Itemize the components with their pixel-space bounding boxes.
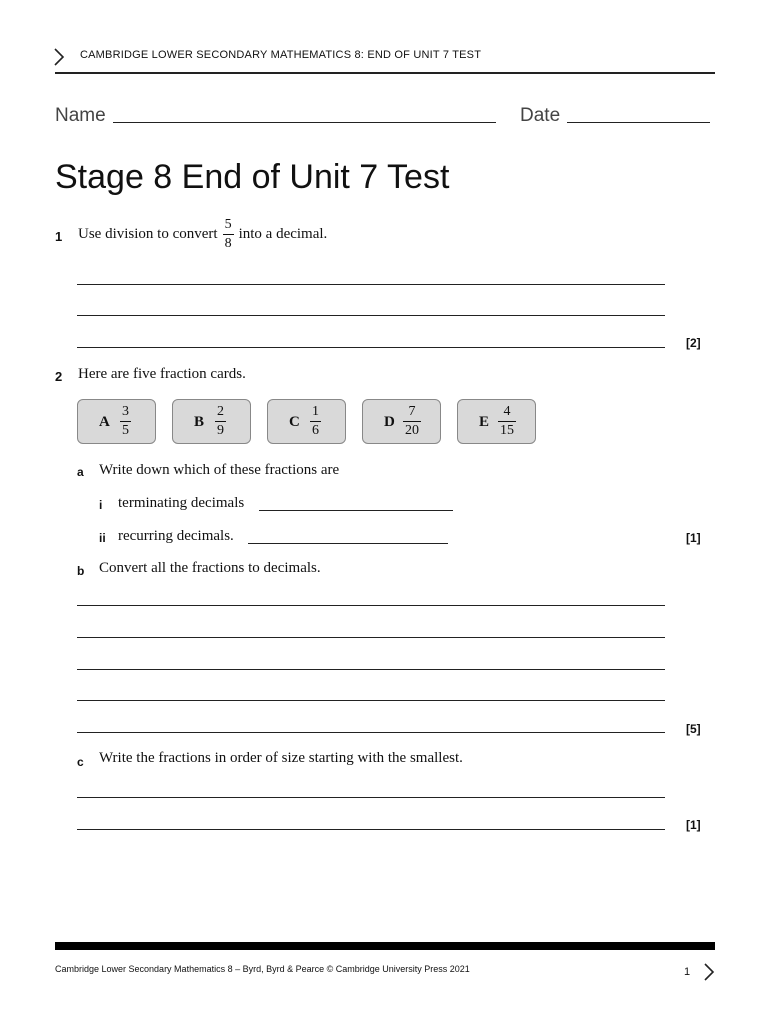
question-1-text (78, 218, 327, 251)
running-header: CAMBRIDGE LOWER SECONDARY MATHEMATICS 8: END OF UNIT 7 TEST (80, 49, 482, 61)
answer-line[interactable] (77, 637, 665, 638)
answer-line[interactable] (77, 284, 665, 285)
part-label: b (77, 564, 85, 578)
answer-line[interactable] (77, 669, 665, 670)
answer-line[interactable] (77, 829, 665, 830)
header-rule (55, 72, 715, 74)
part-c-text: Write the fractions in order of size starting with the smallest. (99, 750, 463, 766)
sub-part-label: ii (99, 531, 106, 545)
sub-part-text: recurring decimals. (118, 528, 234, 544)
chevron-right-icon (702, 962, 716, 982)
fraction-card-e (457, 399, 536, 444)
marks-label: [2] (686, 336, 701, 350)
answer-line[interactable] (77, 700, 665, 701)
footer-bar (55, 942, 715, 950)
page-title: Stage 8 End of Unit 7 Test (55, 158, 450, 196)
card-letter: E (479, 414, 490, 430)
marks-label: [1] (686, 818, 701, 832)
part-a-text: Write down which of these fractions are (99, 462, 340, 478)
denominator: 20 (405, 423, 419, 438)
date-field[interactable] (567, 122, 710, 123)
page-number: 1 (684, 966, 691, 978)
fraction (223, 218, 234, 251)
sub-part-text: terminating decimals (118, 495, 245, 511)
answer-line[interactable] (248, 543, 448, 544)
name-field[interactable] (113, 122, 496, 123)
fraction-card-a (77, 399, 156, 444)
denominator: 9 (217, 423, 224, 438)
name-label: Name (55, 105, 106, 126)
part-b-text: Convert all the fractions to decimals. (99, 560, 321, 576)
numerator: 7 (408, 404, 416, 419)
question-text: into a decimal. (238, 226, 328, 242)
numerator: 3 (122, 404, 129, 419)
fraction-card-d (362, 399, 441, 444)
footer-copyright: Cambridge Lower Secondary Mathematics 8 – Byrd, Byrd & Pearce © Cambridge University Press 2021 (55, 964, 470, 974)
question-text: Use division to convert (78, 226, 218, 242)
numerator: 1 (312, 404, 319, 419)
part-label: c (77, 755, 84, 769)
chevron-right-icon (52, 47, 66, 67)
denominator: 6 (312, 423, 319, 438)
question-text: Here are five fraction cards. (78, 366, 246, 382)
answer-line[interactable] (77, 347, 665, 348)
sub-part-label: i (99, 498, 103, 512)
marks-label: [5] (686, 722, 701, 736)
numerator: 4 (503, 404, 511, 419)
answer-line[interactable] (77, 315, 665, 316)
answer-line[interactable] (259, 510, 453, 511)
card-letter: B (194, 414, 205, 430)
fraction-card-b (172, 399, 251, 444)
answer-line[interactable] (77, 797, 665, 798)
denominator: 8 (224, 236, 232, 251)
part-label: a (77, 465, 84, 479)
numerator: 2 (217, 404, 224, 419)
answer-line[interactable] (77, 605, 665, 606)
card-letter: C (289, 414, 300, 430)
numerator: 5 (224, 217, 232, 232)
marks-label: [1] (686, 531, 701, 545)
question-number: 2 (55, 369, 63, 384)
question-number: 1 (55, 229, 63, 244)
denominator: 15 (500, 423, 514, 438)
card-letter: A (99, 414, 110, 430)
fraction-card-c (267, 399, 346, 444)
answer-line[interactable] (77, 732, 665, 733)
date-label: Date (520, 105, 561, 126)
card-letter: D (384, 414, 395, 430)
denominator: 5 (122, 423, 129, 438)
